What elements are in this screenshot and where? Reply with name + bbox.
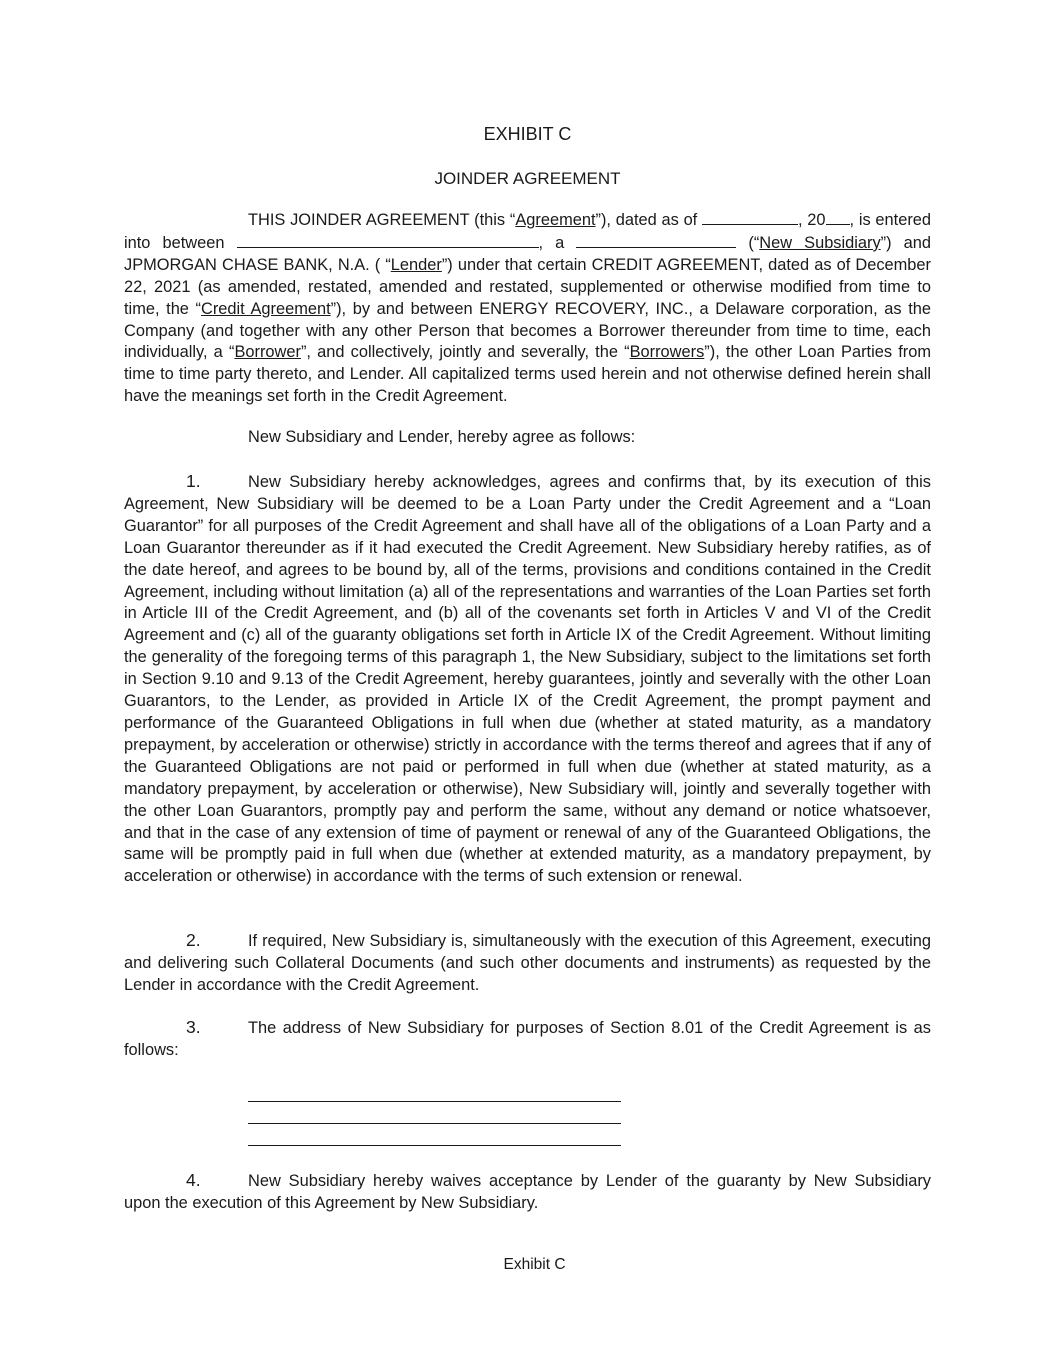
- agreement-statement: New Subsidiary and Lender, hereby agree as follows:: [248, 428, 636, 446]
- defined-term-agreement: Agreement: [515, 211, 596, 229]
- section-number: 1.: [186, 471, 201, 491]
- party-name-blank: [237, 232, 539, 248]
- address-line-blank: [248, 1123, 621, 1124]
- section-3: [124, 1017, 931, 1062]
- section-number: 4.: [186, 1170, 201, 1190]
- page-footer: Exhibit C: [503, 1256, 566, 1273]
- section-2: [124, 930, 931, 997]
- section-number: 3.: [186, 1017, 201, 1037]
- intro-paragraph: THIS JOINDER AGREEMENT (this “Agreement”), dated as of , 20 , is entered into between , a (“New Subsidiary”) and JPMORGAN CHASE BANK, N.A. ( “Lender”) under that certain CREDIT AGREEMENT, dated as of December 22, 2021 (as amended, restated, amended and restated, supplemented or otherwise modified from time to time, the “Credit Agreement”), by and between ENERGY RECOVERY, INC., a Delaware corporation, as the Company (and together with any other Person that becomes a Borrower thereunder from time to time, each individually, a “Borrower”, and collectively, jointly and severally, the “Borrowers”), the other Loan Parties from time to time party thereto, and Lender. All capitalized terms used herein and not otherwise defined herein shall have the meanings set forth in the Credit Agreement.: [124, 211, 932, 406]
- date-blank: [702, 209, 798, 225]
- section-number: 2.: [186, 930, 201, 950]
- section-text: The address of New Subsidiary for purposes of Section 8.01 of the Credit Agreement is as follows:: [124, 1019, 931, 1059]
- defined-term-credit-agreement: Credit Agreement: [201, 299, 331, 318]
- section-4: [124, 1170, 931, 1215]
- entity-type-blank: [576, 232, 736, 248]
- defined-term-borrower: Borrower: [234, 343, 301, 362]
- defined-term-lender: Lender: [390, 255, 442, 274]
- address-line-blank: [248, 1101, 621, 1102]
- year-blank: [826, 209, 850, 225]
- section-text: New Subsidiary hereby acknowledges, agrees and confirms that, by its execution of this Agreement, New Subsidiary will be deemed to be a Loan Party under the Credit Agreement and a “Loan Guarantor” for all purposes of the Credit Agreement and shall have all of the obligations of a Loan Party and a Loan Guarantor thereunder as if it had executed the Credit Agreement. New Subsidiary hereby ratifies, as of the date hereof, and agrees to be bound by, all of the terms, provisions and conditions contained in the Credit Agreement, including without limitation (a) all of the representations and warranties of the Loan Parties set forth in Article III of the Credit Agreement, and (b) all of the covenants set forth in Articles V and VI of the Credit Agreement and (c) all of the guaranty obligations set forth in Article IX of the Credit Agreement. Without limiting the generality of the foregoing terms of this paragraph 1, the New Subsidiary, subject to the limitations set forth in Section 9.10 and 9.13 of the Credit Agreement, hereby guarantees, jointly and severally with the other Loan Guarantors, to the Lender, as provided in Article IX of the Credit Agreement, the prompt payment and performance of the Guaranteed Obligations in full when due (whether at stated maturity, as a mandatory prepayment, by acceleration or otherwise) strictly in accordance with the terms thereof and agrees that if any of the Guaranteed Obligations are not paid or performed in full when due (whether at stated maturity, as a mandatory prepayment, by acceleration or otherwise), New Subsidiary will, jointly and severally together with the other Loan Guarantors, promptly pay and perform the same, without any demand or notice whatsoever, and that in the case of any extension of time of payment or renewal of any of the Guaranteed Obligations, the same will be promptly paid in full when due (whether at extended maturity, as a mandatory prepayment, by acceleration or otherwise) in accordance with the terms of such extension or renewal.: [124, 473, 931, 886]
- address-line-blank: [248, 1145, 621, 1146]
- defined-term-borrowers: Borrowers: [629, 343, 705, 362]
- exhibit-title: EXHIBIT C: [483, 124, 572, 144]
- section-1: [124, 471, 931, 888]
- defined-term-new-subsidiary: New Subsidiary: [759, 233, 881, 252]
- agreement-title: JOINDER AGREEMENT: [434, 169, 621, 188]
- section-text: If required, New Subsidiary is, simultaneously with the execution of this Agreement, executing and delivering such Collateral Documents (and such other documents and instruments) as requested by the Lender in accordance with the Credit Agreement.: [124, 932, 931, 994]
- section-text: New Subsidiary hereby waives acceptance by Lender of the guaranty by New Subsidiary upon the execution of this Agreement by New Subsidiary.: [124, 1172, 931, 1212]
